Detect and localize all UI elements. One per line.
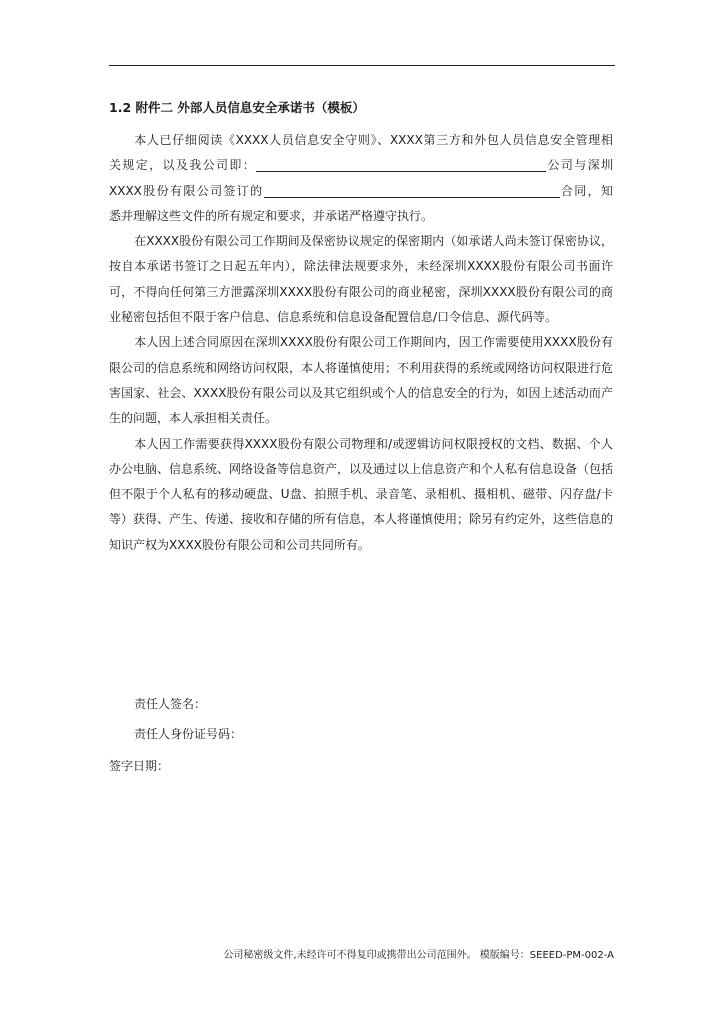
paragraph-1-line-2: [109, 153, 613, 178]
contract-intro-text: XXXX股份有限公司签订的: [109, 183, 264, 198]
document-body: [109, 128, 613, 558]
signature-id-label: 责任人身份证号码：: [134, 727, 243, 741]
section-title: 1.2 附件二 外部人员信息安全承诺书（模板）: [109, 100, 365, 115]
header-rule: [109, 65, 615, 66]
contract-suffix-text: 合同，知: [559, 183, 613, 198]
company-name-blank[interactable]: [256, 157, 546, 172]
company-intro-text: 关规定，以及我公司即：: [109, 158, 257, 173]
contract-name-blank[interactable]: [264, 183, 560, 198]
paragraph-4: 本人因工作需要获得XXXX股份有限公司物理和/或逻辑访问权限授权的文档、数据、个人办公电脑、信息系统、网络设备等信息资产，以及通过以上信息资产和个人私有信息设备（包括但不限于个人私有的移动硬盘、U盘、拍照手机、录音笔、录相机、摄相机、磁带、闪存盘/卡等）获得、产生、传递、接收和存储的所有信息，本人将谨慎使用；除另有约定外，这些信息的知识产权为XXXX股份有限公司和公司共同所有。: [109, 436, 614, 552]
signature-date-label: 签字日期：: [109, 759, 170, 773]
paragraph-1-line-1: 本人已仔细阅读《XXXX人员信息安全守则》、XXXX第三方和外包人员信息安全管理相: [134, 133, 613, 147]
paragraph-1: [109, 128, 613, 229]
paragraph-1-line-4: 悉并理解这些文件的所有规定和要求，并承诺严格遵守执行。: [109, 208, 434, 223]
paragraph-3: 本人因上述合同原因在深圳XXXX股份有限公司工作期间内，因工作需要使用XXXX股份有限公司的信息系统和网络访问权限，本人将谨慎使用；不利用获得的系统或网络访问权限进行危害国家、社会、XXXX股份有限公司以及其它组织或个人的信息安全的行为，如因上述活动而产生的问题，本人承担相关责任。: [109, 335, 614, 426]
paragraph-2: 在XXXX股份有限公司工作期间及保密协议规定的保密期内（如承诺人尚未签订保密协议，按自本承诺书签订之日起五年内），除法律法规要求外，未经深圳XXXX股份有限公司书面许可，不得向任何第三方泄露深圳XXXX股份有限公司的商业秘密，深圳XXXX股份有限公司的商业秘密包括但不限于客户信息、信息系统和信息设备配置信息/口令信息、源代码等。: [109, 234, 613, 325]
paragraph-1-line-3: [109, 179, 613, 204]
page-footer: 公司秘密级文件,未经许可不得复印或携带出公司范围外。 模版编号：SEEED-PM-002-A: [223, 950, 614, 961]
signature-name-label: 责任人签名：: [134, 697, 207, 711]
company-suffix-text: 公司与深圳: [546, 158, 613, 173]
